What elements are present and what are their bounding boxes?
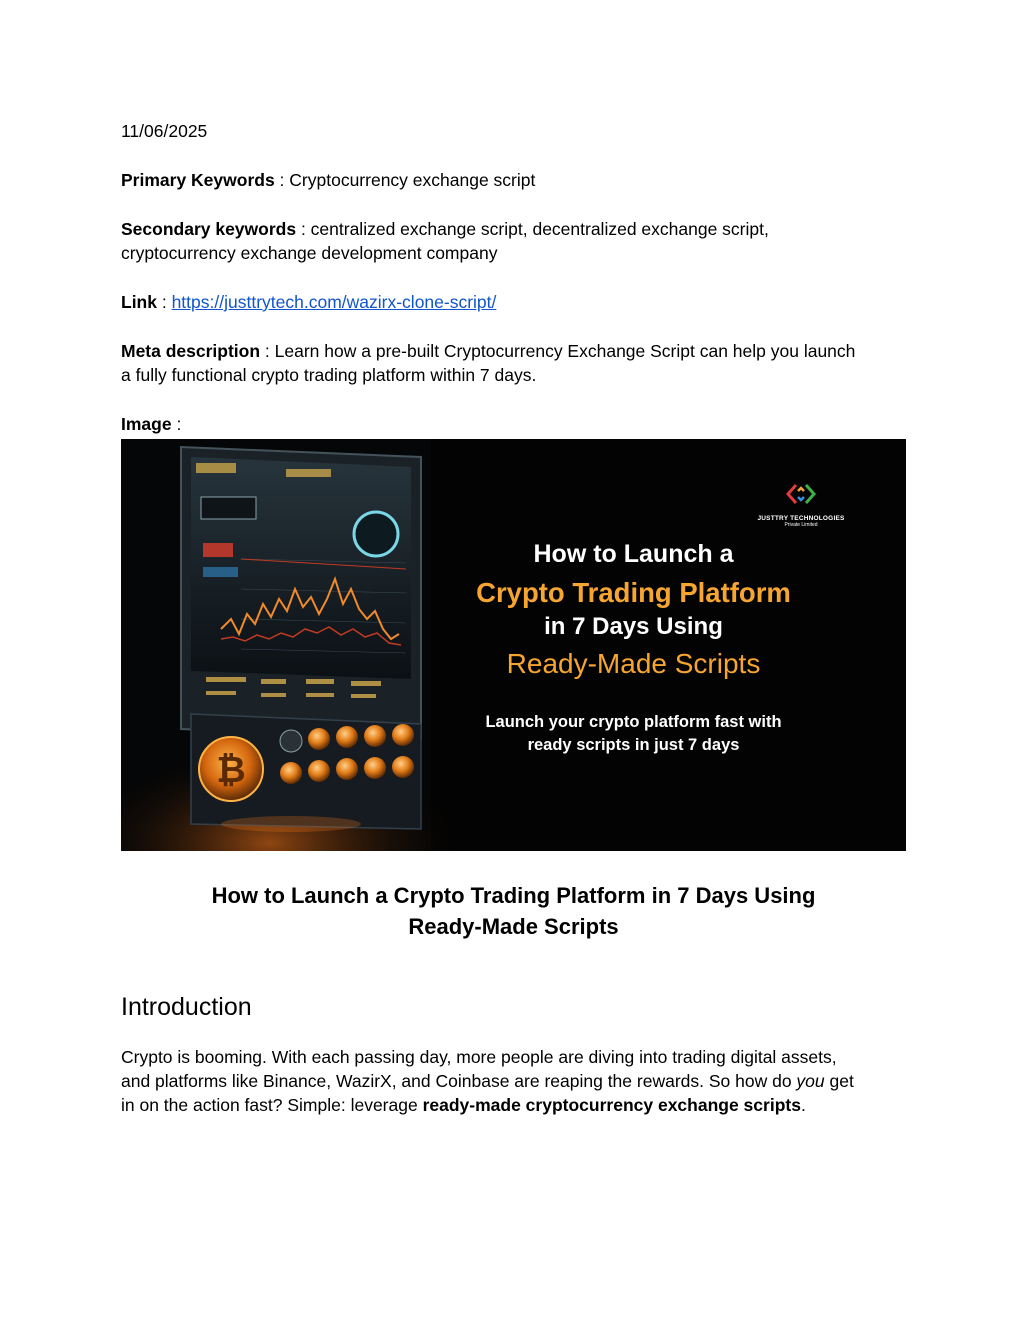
company-logo: [751, 482, 851, 528]
logo-name: JUSTTRY TECHNOLOGIES: [757, 515, 845, 522]
meta-description-value-1: Learn how a pre-built Cryptocurrency Exchange Script can help you launch: [274, 341, 856, 361]
banner-headline-1: How to Launch a: [533, 540, 734, 568]
intro-strong: ready-made cryptocurrency exchange scripts: [422, 1095, 801, 1115]
meta-description-label: Meta description: [121, 341, 261, 361]
logo-mark-icon: [785, 482, 817, 506]
secondary-keywords-value-1: centralized exchange script, decentralized exchange script,: [310, 219, 769, 239]
intro-line-1: Crypto is booming. With each passing day, more people are diving into trading digital assets,: [121, 1047, 837, 1067]
separator: :: [260, 341, 275, 361]
svg-text:₿: ₿: [216, 750, 246, 791]
logo-subtitle: Private Limited: [784, 522, 818, 528]
doc-date: 11/06/2025: [121, 121, 208, 141]
primary-keywords-label: Primary Keywords: [121, 170, 275, 190]
article-title: [121, 880, 906, 942]
banner-headline-2: Crypto Trading Platform: [476, 577, 791, 608]
image-label: Image: [121, 414, 172, 434]
intro-paragraph: [121, 1045, 906, 1117]
page-link[interactable]: https://justtrytech.com/wazirx-clone-script/: [171, 292, 497, 312]
separator: :: [156, 292, 172, 312]
image-row: [121, 412, 906, 436]
primary-keywords: [121, 168, 906, 192]
separator: :: [171, 414, 182, 434]
intro-line-3: in on the action fast? Simple: leverage: [121, 1095, 423, 1115]
article-title-line-2: Ready-Made Scripts: [408, 914, 619, 939]
intro-heading: Introduction: [121, 993, 252, 1021]
banner-headline-3: in 7 Days Using: [544, 613, 723, 640]
secondary-keywords-value-2: cryptocurrency exchange development company: [121, 243, 498, 263]
banner-headline-4: Ready-Made Scripts: [506, 648, 761, 679]
secondary-keywords-label: Secondary keywords: [121, 219, 297, 239]
link-row: [121, 290, 906, 314]
article-title-line-1: How to Launch a Crypto Trading Platform in 7 Days Using: [211, 883, 816, 908]
primary-keywords-value: Cryptocurrency exchange script: [289, 170, 536, 190]
secondary-keywords: [121, 217, 906, 265]
intro-line-3-end: .: [800, 1095, 806, 1115]
intro-line-2-end: get: [824, 1071, 854, 1091]
banner-image: [121, 439, 906, 851]
banner-subtext-1: Launch your crypto platform fast with: [485, 713, 782, 731]
meta-description: [121, 339, 906, 387]
meta-description-value-2: a fully functional crypto trading platform within 7 days.: [121, 365, 537, 385]
link-label: Link: [121, 292, 157, 312]
banner-subtext-2: ready scripts in just 7 days: [527, 736, 740, 754]
intro-emphasis: you: [796, 1071, 825, 1091]
separator: :: [296, 219, 311, 239]
separator: :: [274, 170, 290, 190]
intro-line-2: and platforms like Binance, WazirX, and Coinbase are reaping the rewards. So how do: [121, 1071, 797, 1091]
